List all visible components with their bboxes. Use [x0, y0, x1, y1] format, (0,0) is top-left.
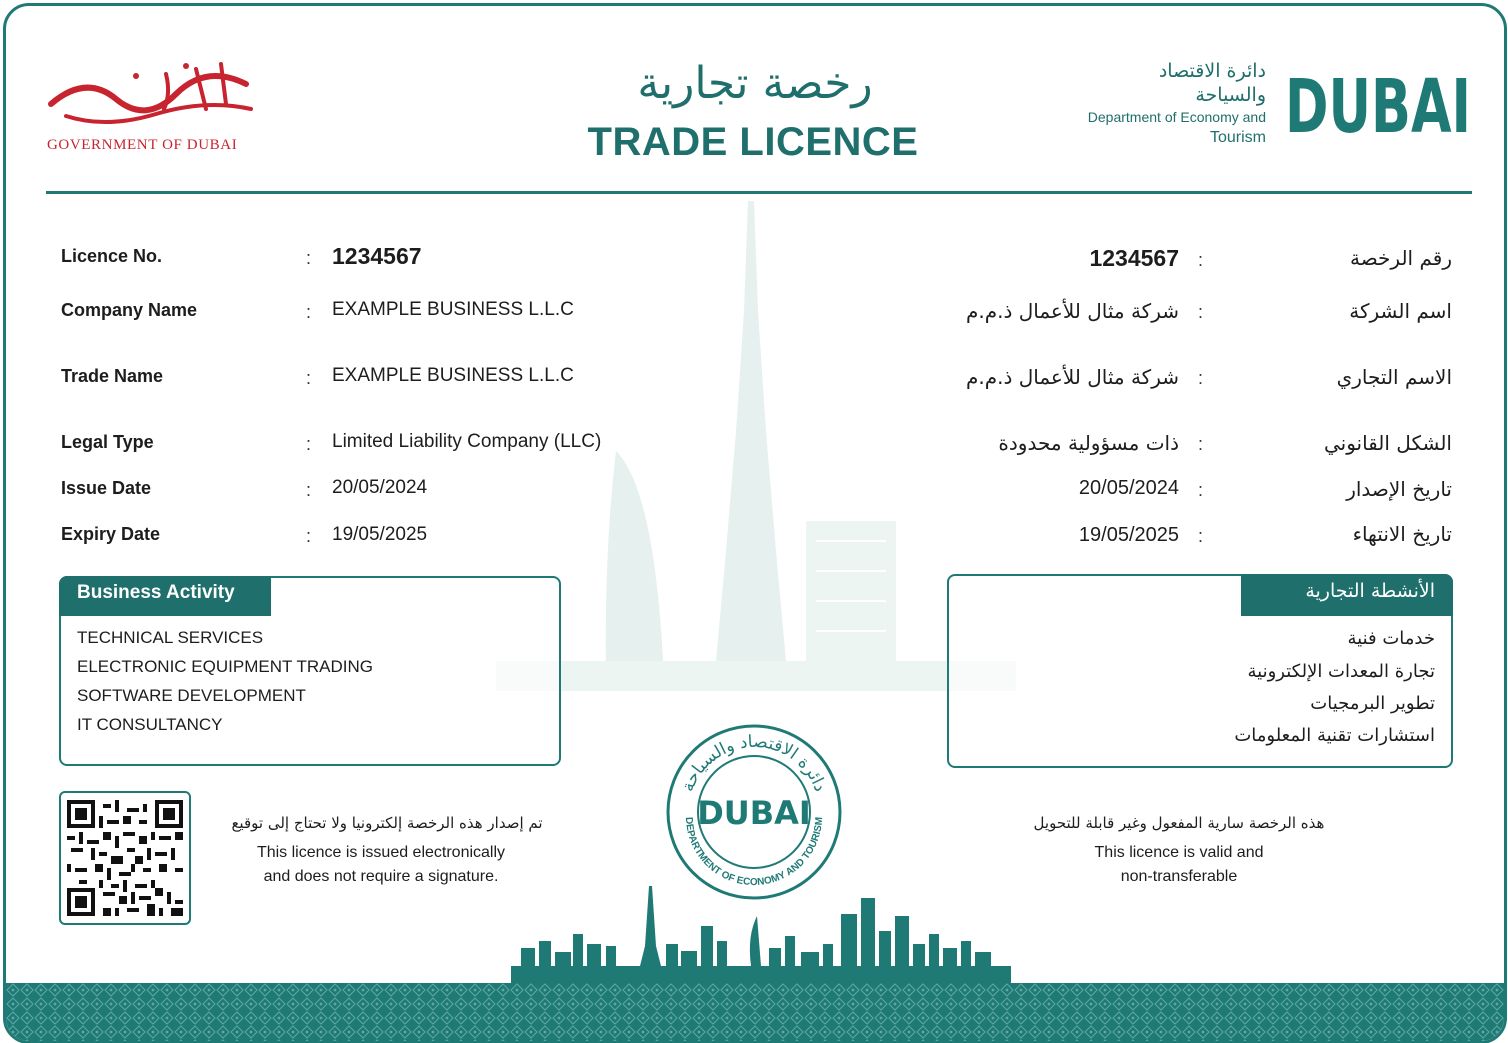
- trade-name-value-ar: شركة مثال للأعمال ذ.م.م: [965, 365, 1179, 389]
- colon: :: [1198, 434, 1204, 454]
- seal-ring-english: DEPARTMENT OF ECONOMY AND TOURISM: [682, 816, 826, 889]
- activity-item-ar: تطوير البرمجيات: [1310, 693, 1435, 714]
- legal-type-value-ar: ذات مسؤولية محدودة: [998, 431, 1179, 455]
- dubai-brand-logo-text: DUBAI: [1285, 70, 1471, 140]
- activity-item-ar: تجارة المعدات الإلكترونية: [1247, 661, 1435, 682]
- colon: :: [306, 434, 312, 454]
- validity-note-line1: This licence is valid and: [1094, 844, 1264, 861]
- colon: :: [306, 368, 312, 388]
- expiry-date-value-ar: 19/05/2025: [1078, 524, 1179, 546]
- business-activity-title-ar: الأنشطة التجارية: [1241, 574, 1453, 616]
- ded-english-line1: Department of Economy and: [1087, 109, 1266, 125]
- expiry-date-value: 19/05/2025: [332, 524, 428, 545]
- qr-code-frame[interactable]: [59, 791, 191, 925]
- licence-no-label: Licence No.: [61, 246, 163, 266]
- colon: :: [1198, 302, 1204, 322]
- company-name-label: Company Name: [61, 300, 198, 320]
- ded-arabic-line1: دائرة الاقتصاد: [1158, 60, 1266, 82]
- colon: :: [1198, 526, 1204, 546]
- company-name-value-ar: شركة مثال للأعمال ذ.م.م: [965, 299, 1179, 323]
- validity-note-ar: هذه الرخصة سارية المفعول وغير قابلة للتحويل: [1033, 814, 1325, 832]
- licence-no-value-ar: 1234567: [1089, 245, 1179, 271]
- activity-item: ELECTRONIC EQUIPMENT TRADING: [77, 657, 373, 676]
- header-divider: [46, 191, 1472, 194]
- company-name-value: EXAMPLE BUSINESS L.L.C: [332, 299, 574, 320]
- company-name-label-ar: اسم الشركة: [1349, 299, 1452, 323]
- colon: :: [1198, 480, 1204, 500]
- colon: :: [306, 248, 312, 268]
- licence-no-label-ar: رقم الرخصة: [1349, 246, 1452, 270]
- legal-type-label: Legal Type: [61, 432, 154, 452]
- skyline-icon: [511, 886, 1011, 986]
- geometric-pattern-icon: [6, 983, 1504, 1041]
- ded-seal-icon: [664, 722, 844, 902]
- ded-arabic-line2: والسياحة: [1195, 84, 1266, 106]
- electronic-issue-note-line2: and does not require a signature.: [263, 868, 499, 885]
- activity-item-ar: خدمات فنية: [1347, 628, 1435, 649]
- validity-note-line2: non-transferable: [1120, 868, 1238, 885]
- business-activity-title: Business Activity: [59, 576, 271, 616]
- licence-no-value: 1234567: [332, 243, 422, 269]
- activity-item-ar: استشارات تقنية المعلومات: [1234, 725, 1435, 746]
- legal-type-label-ar: الشكل القانوني: [1323, 431, 1452, 455]
- legal-type-value: Limited Liability Company (LLC): [332, 431, 602, 452]
- licence-card: [3, 3, 1507, 1043]
- expiry-date-label-ar: تاريخ الانتهاء: [1352, 522, 1452, 546]
- ded-english-line2: Tourism: [1209, 129, 1266, 146]
- issue-date-value-ar: 20/05/2024: [1078, 477, 1179, 499]
- electronic-issue-note-ar: تم إصدار هذه الرخصة إلكترونيا ولا تحتاج إلى توقيع: [231, 814, 543, 832]
- issue-date-label: Issue Date: [61, 478, 152, 498]
- activity-item: TECHNICAL SERVICES: [77, 628, 264, 647]
- business-activity-box-ar: [947, 574, 1453, 768]
- seal-ring-arabic: دائرة الاقتصاد والسياحة: [677, 731, 831, 795]
- colon: :: [1198, 250, 1204, 270]
- dubai-brand-logo: [1285, 70, 1475, 140]
- title-arabic: رخصة تجارية: [637, 58, 873, 109]
- business-activity-box: [59, 576, 561, 766]
- colon: :: [1198, 368, 1204, 388]
- government-of-dubai-text: GOVERNMENT OF DUBAI: [47, 137, 238, 153]
- qr-code-icon[interactable]: [67, 800, 183, 916]
- title-english: TRADE LICENCE: [587, 120, 919, 164]
- expiry-date-label: Expiry Date: [61, 524, 161, 544]
- decorative-pattern-band: [6, 983, 1504, 1041]
- trade-name-value: EXAMPLE BUSINESS L.L.C: [332, 365, 574, 386]
- electronic-issue-note-line1: This licence is issued electronically: [256, 844, 506, 861]
- colon: :: [306, 302, 312, 322]
- issue-date-label-ar: تاريخ الإصدار: [1346, 477, 1452, 501]
- colon: :: [306, 480, 312, 500]
- activity-item: SOFTWARE DEVELOPMENT: [77, 686, 306, 705]
- trade-name-label: Trade Name: [61, 366, 164, 386]
- colon: :: [306, 526, 312, 546]
- issue-date-value: 20/05/2024: [332, 477, 428, 498]
- activity-item: IT CONSULTANCY: [77, 715, 223, 734]
- seal-center-text: DUBAI: [697, 794, 811, 832]
- trade-name-label-ar: الاسم التجاري: [1336, 365, 1452, 389]
